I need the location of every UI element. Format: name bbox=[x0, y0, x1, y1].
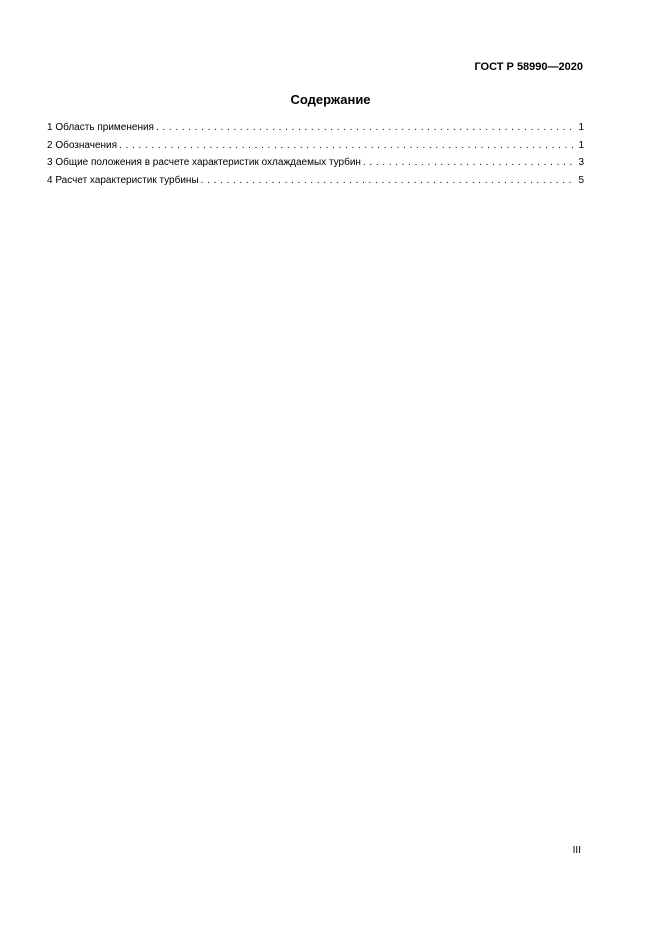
toc-entry-label: 3 Общие положения в расчете характеристик охлаждаемых турбин bbox=[47, 157, 361, 168]
dot-leader bbox=[363, 156, 575, 170]
toc-entry-page-number: 3 bbox=[578, 157, 584, 168]
dot-leader bbox=[201, 174, 575, 188]
toc-entry-page-number: 1 bbox=[578, 139, 584, 151]
toc-entry-label: 1 Область применения bbox=[47, 122, 154, 133]
page-number-footer: III bbox=[572, 845, 581, 856]
toc-title: Содержание bbox=[290, 92, 371, 107]
table-of-contents bbox=[47, 121, 584, 191]
toc-entry-general-provisions[interactable] bbox=[47, 156, 584, 174]
toc-entry-page-number: 5 bbox=[578, 174, 584, 186]
toc-entry-label: 4 Расчет характеристик турбины bbox=[47, 174, 199, 186]
document-code-header: ГОСТ Р 58990—2020 bbox=[474, 61, 583, 73]
toc-entry-turbine-calculation[interactable] bbox=[47, 174, 584, 192]
toc-entry-scope[interactable] bbox=[47, 121, 584, 139]
toc-entry-page-number: 1 bbox=[578, 122, 584, 133]
dot-leader bbox=[119, 139, 574, 153]
dot-leader bbox=[156, 121, 574, 135]
toc-entry-symbols[interactable] bbox=[47, 139, 584, 157]
toc-entry-label: 2 Обозначения bbox=[47, 139, 118, 151]
